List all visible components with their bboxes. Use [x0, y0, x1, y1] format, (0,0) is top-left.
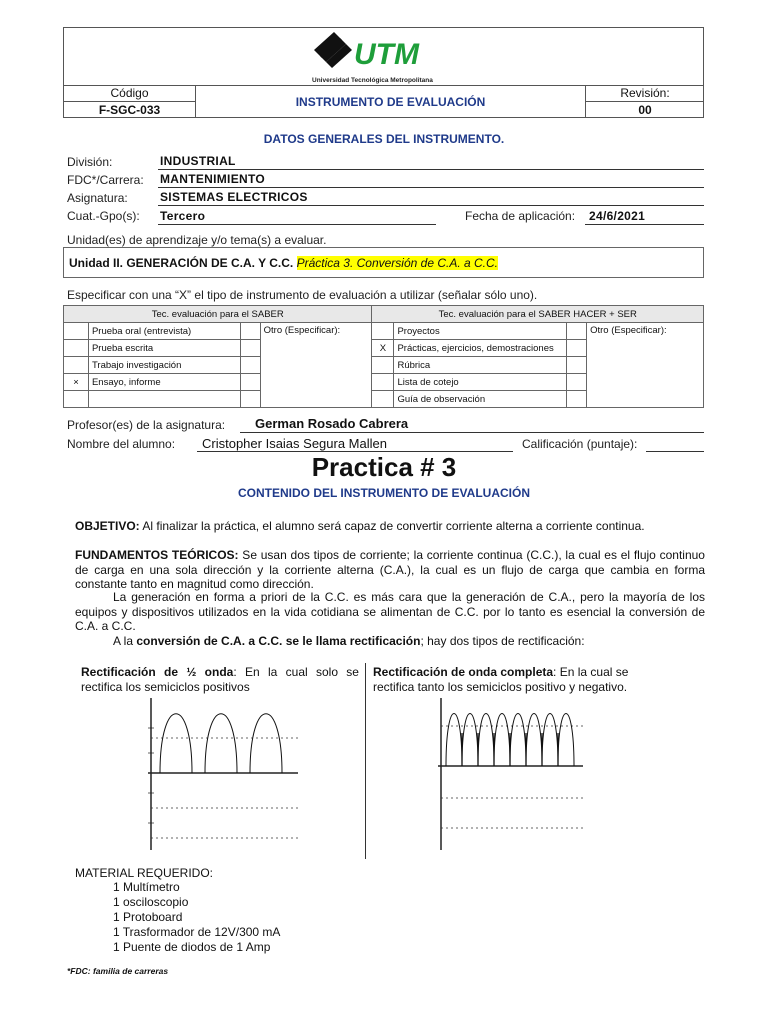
fdc-underline: [158, 187, 704, 188]
hacer-item-label: Prácticas, ejercicios, demostraciones: [394, 340, 567, 357]
para3-bold: conversión de C.A. a C.C. se le llama rectificación: [136, 634, 421, 648]
hacer-checkbox[interactable]: [372, 391, 394, 408]
objetivo-label: OBJETIVO:: [75, 519, 140, 533]
fecha-label: Fecha de aplicación:: [465, 209, 576, 223]
half-wave-label: Rectificación de ½ onda: [81, 665, 234, 679]
saber-header: Tec. evaluación para el SABER: [64, 306, 372, 323]
full-wave-scope-diagram: [438, 698, 583, 850]
doc-title: INSTRUMENTO DE EVALUACIÓN: [196, 86, 586, 118]
unidad-box: [63, 247, 704, 278]
profesor-value: German Rosado Cabrera: [255, 416, 409, 431]
university-name: Universidad Tecnológica Metropolitana: [312, 77, 433, 84]
hacer-otro-checkbox[interactable]: [567, 340, 587, 357]
hacer-otro-checkbox[interactable]: [567, 374, 587, 391]
fundamentos-text: Se usan dos tipos de corriente; la corriente continua (C.C.), la cual es el flujo continuo de carga en una sola dirección y la corriente alterna (C.A.), la cual es un flujo de carga que cambia en forma constante tanto en magnitud como dirección.: [75, 548, 705, 591]
list-item: 1 osciloscopio: [113, 895, 189, 909]
codigo-value: F-SGC-033: [64, 102, 196, 118]
codigo-label: Código: [64, 86, 196, 102]
profesor-underline: [240, 432, 704, 433]
fecha-underline: [585, 224, 704, 225]
division-label: División:: [67, 155, 113, 169]
fdc-label: FDC*/Carrera:: [67, 173, 144, 187]
half-wave-text: [81, 665, 359, 694]
saber-checkbox[interactable]: ×: [64, 374, 89, 391]
saber-otro-checkbox[interactable]: [240, 391, 260, 408]
saber-otro-checkbox[interactable]: [240, 340, 260, 357]
hacer-checkbox[interactable]: X: [372, 340, 394, 357]
hacer-checkbox[interactable]: [372, 323, 394, 340]
saber-checkbox[interactable]: [64, 340, 89, 357]
saber-otro-checkbox[interactable]: [240, 323, 260, 340]
division-value: INDUSTRIAL: [160, 154, 236, 168]
cuat-value: Tercero: [160, 209, 206, 223]
unidad-text: [69, 256, 498, 270]
utm-logo-icon: [312, 30, 462, 84]
full-wave-label: Rectificación de onda completa: [373, 665, 554, 679]
especificar-text: Especificar con una “X” el tipo de instrumento de evaluación a utilizar (señalar sólo uno).: [67, 288, 538, 302]
list-item: 1 Puente de diodos de 1 Amp: [113, 940, 271, 954]
saber-otro-checkbox[interactable]: [240, 357, 260, 374]
section-title: DATOS GENERALES DEL INSTRUMENTO.: [263, 132, 505, 146]
footnote: *FDC: familia de carreras: [67, 966, 169, 976]
revision-label: Revisión:: [586, 86, 704, 102]
material-title: MATERIAL REQUERIDO:: [75, 866, 214, 880]
saber-item-label: Prueba escrita: [88, 340, 240, 357]
half-wave-desc: : En la cual solo se rectifica los semiciclos positivos: [81, 665, 359, 694]
logo-text: UTM: [354, 38, 419, 71]
profesor-label: Profesor(es) de la asignatura:: [67, 418, 226, 432]
fundamentos-paragraph: [75, 548, 705, 592]
unidad-label: Unidad(es) de aprendizaje y/o tema(s) a evaluar.: [67, 233, 327, 247]
saber-item-label: Prueba oral (entrevista): [88, 323, 240, 340]
cuat-label: Cuat.-Gpo(s):: [67, 209, 140, 223]
fdc-value: MANTENIMIENTO: [160, 172, 266, 186]
para3-post: ; hay dos tipos de rectificación:: [420, 634, 585, 648]
column-divider: [365, 663, 366, 859]
objetivo-paragraph: [75, 519, 705, 534]
list-item: 1 Trasformador de 12V/300 mA: [113, 925, 281, 939]
saber-otro-checkbox[interactable]: [240, 374, 260, 391]
asignatura-value: SISTEMAS ELECTRICOS: [160, 190, 308, 204]
saber-item-label: [88, 391, 240, 408]
hacer-otro-label: Otro (Especificar):: [587, 323, 704, 408]
hacer-otro-checkbox[interactable]: [567, 391, 587, 408]
objetivo-text: Al finalizar la práctica, el alumno será capaz de convertir corriente alterna a corriente continua.: [139, 519, 645, 533]
fecha-value: 24/6/2021: [589, 209, 646, 223]
hacer-item-label: Proyectos: [394, 323, 567, 340]
alumno-value: Cristopher Isaias Segura Mallen: [202, 436, 387, 451]
para3-pre: A la: [113, 634, 137, 648]
asignatura-underline: [158, 205, 704, 206]
division-underline: [158, 169, 704, 170]
hacer-item-label: Lista de cotejo: [394, 374, 567, 391]
hacer-item-label: Rúbrica: [394, 357, 567, 374]
rectificacion-paragraph: [113, 634, 705, 649]
saber-checkbox[interactable]: [64, 323, 89, 340]
contenido-title: CONTENIDO DEL INSTRUMENTO DE EVALUACIÓN: [237, 486, 530, 500]
header-box: [63, 27, 704, 118]
unidad-highlight: Práctica 3. Conversión de C.A. a C.C.: [296, 256, 499, 270]
saber-checkbox[interactable]: [64, 357, 89, 374]
unidad-bold: Unidad II. GENERACIÓN DE C.A. Y C.C.: [69, 256, 294, 270]
hacer-checkbox[interactable]: [372, 374, 394, 391]
saber-item-label: Trabajo investigación: [88, 357, 240, 374]
generacion-paragraph: La generación en forma a priori de la C.C. es más cara que la generación de C.A., pero la mayoría de los equipos y dispositivos utilizados en la vida cotidiana se alimentan de C.C. por lo tanto es esencial la conversión de C.A. a C.C.: [75, 590, 705, 633]
saber-item-label: Ensayo, informe: [88, 374, 240, 391]
full-wave-desc: : En la cual se rectifica tanto los semiciclos positivo y negativo.: [373, 665, 629, 694]
list-item: 1 Protoboard: [113, 910, 183, 924]
hacer-item-label: Guía de observación: [394, 391, 567, 408]
hacer-header: Tec. evaluación para el SABER HACER + SER: [372, 306, 704, 323]
material-list: [113, 880, 280, 955]
logo-row: [64, 28, 703, 86]
hacer-otro-checkbox[interactable]: [567, 323, 587, 340]
calificacion-label: Calificación (puntaje):: [522, 437, 638, 451]
revision-value: 00: [638, 103, 652, 117]
eval-table: [63, 305, 704, 408]
alumno-label: Nombre del alumno:: [67, 437, 176, 451]
half-wave-scope-diagram: [148, 698, 298, 850]
fundamentos-label: FUNDAMENTOS TEÓRICOS:: [75, 548, 239, 562]
full-wave-text: [373, 665, 663, 694]
list-item: 1 Multímetro: [113, 880, 180, 894]
saber-checkbox[interactable]: [64, 391, 89, 408]
hacer-checkbox[interactable]: [372, 357, 394, 374]
saber-otro-label: Otro (Especificar):: [260, 323, 372, 408]
cuat-underline: [158, 224, 436, 225]
hacer-otro-checkbox[interactable]: [567, 357, 587, 374]
asignatura-label: Asignatura:: [67, 191, 128, 205]
practica-title: Practica # 3: [311, 452, 457, 482]
